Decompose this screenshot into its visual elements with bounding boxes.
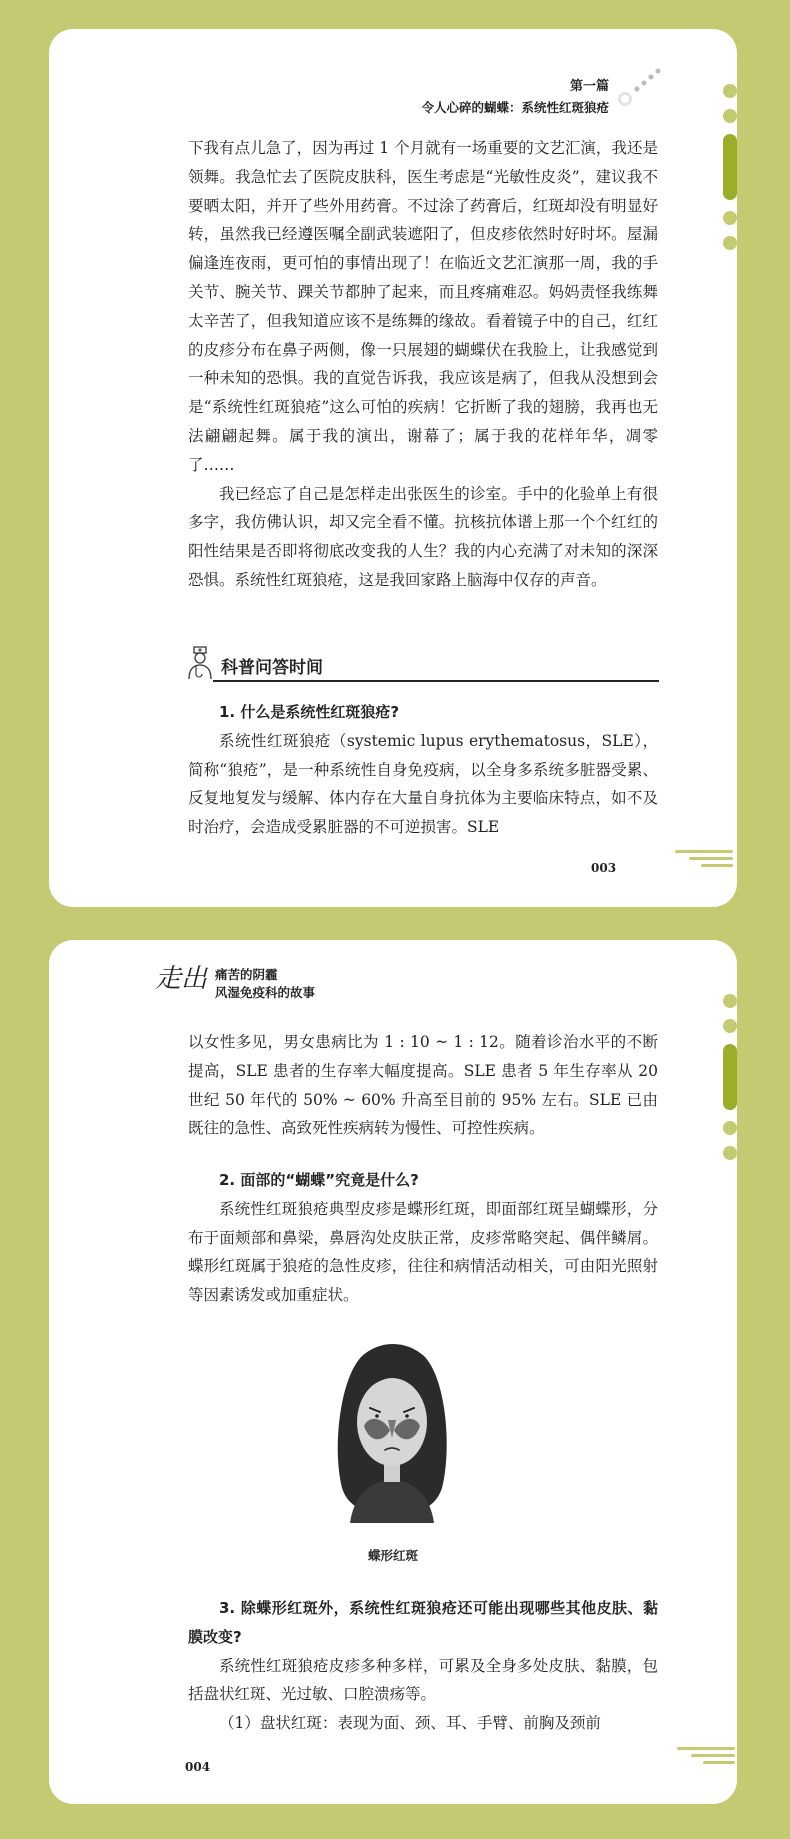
section-rule — [213, 680, 659, 682]
page-number: 003 — [591, 861, 617, 875]
corner-line — [675, 850, 733, 853]
side-tab-dot — [723, 1146, 737, 1160]
chapter-part: 第一篇 — [569, 79, 609, 94]
answer-3: 系统性红斑狼疮皮疹多种多样，可累及全身多处皮肤、黏膜，包括盘状红斑、光过敏、口腔溃疡等。 — [188, 1656, 658, 1704]
page-003-side-tabs — [723, 84, 737, 261]
question-3: 3. 除蝶形红斑外，系统性红斑狼疮还可能出现哪些其他皮肤、黏膜改变? — [188, 1599, 658, 1646]
figure-caption: 蝶形红斑 — [367, 1548, 418, 1563]
story-text — [188, 134, 658, 595]
question-2: 2. 面部的“蝴蝶”究竟是什么? — [219, 1171, 419, 1189]
qa-block-1 — [188, 698, 658, 842]
corner-lines-icon — [677, 1747, 735, 1771]
section-title: 科普问答时间 — [221, 658, 323, 678]
answer-3-item-1: （1）盘状红斑：表现为面、颈、耳、手臂、前胸及颈前 — [219, 1714, 601, 1733]
side-tab-dot — [723, 84, 737, 98]
answer-1-continued — [188, 1028, 658, 1143]
corner-line — [701, 864, 733, 867]
page-004-side-tabs — [723, 994, 737, 1171]
side-tab-dot — [723, 1121, 737, 1135]
book-header — [215, 966, 315, 1002]
story-paragraph-2: 我已经忘了自己是怎样走出张医生的诊室。手中的化验单上有很多字，我仿佛认识，却又完全看不懂。抗核抗体谱上那一个个红红的阳性结果是否即将彻底改变我的人生？我的内心充满了对未知的深深恐惧。系统性红斑狼疮，这是我回家路上脑海中仅存的声音。 — [188, 484, 658, 589]
book-page-003 — [49, 29, 737, 907]
side-tab-dot — [723, 211, 737, 225]
book-logo: 走出 — [155, 964, 208, 994]
chapter-title: 令人心碎的蝴蝶：系统性红斑狼疮 — [421, 100, 609, 115]
story-paragraph-1: 下我有点儿急了，因为再过 1 个月就有一场重要的文艺汇演，我还是领舞。我急忙去了医院皮肤科，医生考虑是“光敏性皮炎”，建议我不要晒太阳，并开了些外用药膏。不过涂了药膏后，红斑却没有明显好转，虽然我已经遵医嘱全副武装遮阳了，但皮疹依然时好时坏。屋漏偏逢连夜雨，更可怕的事情出现了！在临近文艺汇演那一周，我的手关节、腕关节、踝关节都肿了起来，而且疼痛难忍。妈妈责怪我练舞太辛苦了，但我知道应该不是练舞的缘故。看着镜子中的自己，红红的皮疹分布在鼻子两侧，像一只展翅的蝴蝶伏在我脸上，让我感觉到一种未知的恐惧。我的直觉告诉我，我应该是病了，但我从没想到会是“系统性红斑狼疮”这么可怕的疾病！它折断了我的翅膀，我再也无法翩翩起舞。属于我的演出，谢幕了；属于我的花样年华，凋零了…… — [188, 139, 658, 474]
corner-lines-icon — [675, 850, 733, 874]
side-tab-active — [723, 134, 737, 200]
book-header-line-2: 风湿免疫科的故事 — [215, 985, 316, 1000]
side-tab-dot — [723, 1019, 737, 1033]
chapter-header — [421, 75, 609, 116]
book-page-004 — [49, 940, 737, 1804]
question-1: 1. 什么是系统性红斑狼疮? — [219, 703, 400, 721]
side-tab-dot — [723, 109, 737, 123]
page-number: 004 — [185, 1760, 211, 1774]
answer-2: 系统性红斑狼疮典型皮疹是蝶形红斑，即面部红斑呈蝴蝶形，分布于面颊部和鼻梁，鼻唇沟处皮肤正常，皮疹常略突起、偶伴鳞屑。蝶形红斑属于狼疮的急性皮疹，往往和病情活动相关，可由阳光照射等因素诱发或加重症状。 — [188, 1199, 658, 1305]
decorative-dots-icon — [615, 61, 665, 111]
corner-line — [677, 1747, 735, 1750]
side-tab-active — [723, 1044, 737, 1110]
corner-line — [689, 857, 733, 860]
doctor-icon — [185, 643, 215, 681]
butterfly-rash-illustration — [332, 1338, 452, 1528]
answer-1: 系统性红斑狼疮（systemic lupus erythematosus，SLE），简称“狼疮”，是一种系统性自身免疫病，以全身多系统多脏器受累、反复地复发与缓解、体内存在大量自身抗体为主要临床特点，如不及时治疗，会造成受累脏器的不可逆损害。SLE — [188, 731, 658, 837]
side-tab-dot — [723, 994, 737, 1008]
answer-1-continued-text: 以女性多见，男女患病比为 1 : 10 ~ 1 : 12。随着诊治水平的不断提高，SLE 患者的生存率大幅度提高。SLE 患者 5 年生存率从 20 世纪 50 年代的 50% ~ 60% 升高至目前的 95% 左右。SLE 已由既往的急性、高致死性疾病转为慢性、可控性疾病。 — [188, 1033, 658, 1138]
corner-line — [691, 1754, 735, 1757]
corner-line — [703, 1761, 735, 1764]
qa-block-2 — [188, 1166, 658, 1310]
book-header-line-1: 痛苦的阴霾 — [215, 967, 278, 982]
side-tab-dot — [723, 236, 737, 250]
qa-block-3 — [188, 1594, 658, 1738]
section-heading — [185, 643, 659, 683]
